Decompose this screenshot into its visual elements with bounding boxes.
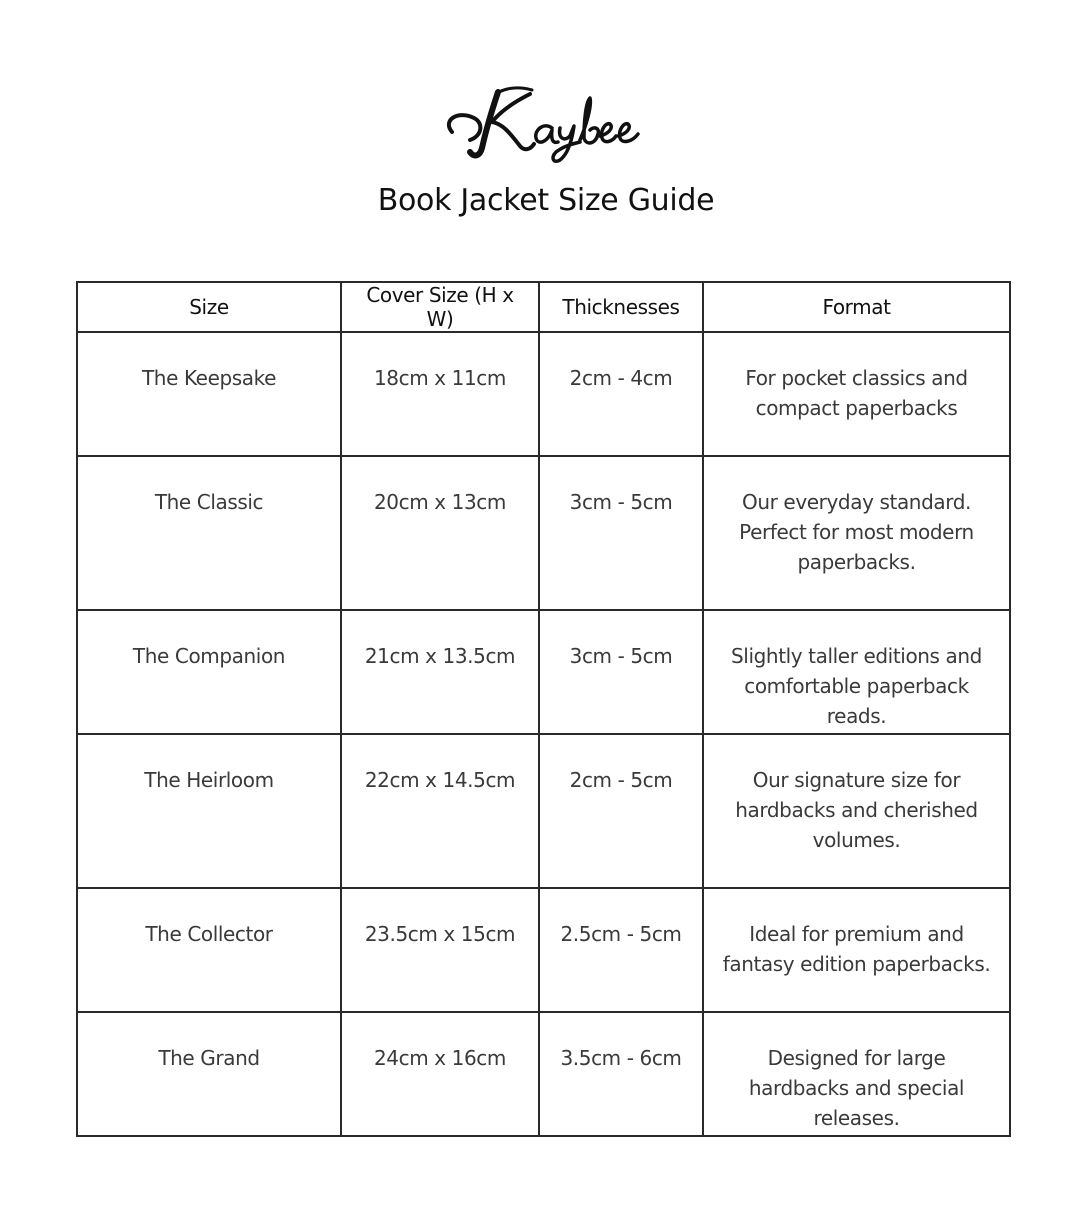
header-cover-size: Cover Size (H x W)	[341, 282, 539, 332]
brand-logo	[440, 80, 660, 166]
table-row	[77, 332, 1010, 456]
header-format: Format	[703, 282, 1010, 332]
kaybee-script-logo	[440, 80, 660, 166]
cell-format: Our signature size for hardbacks and cherished volumes.	[703, 734, 1010, 888]
cell-thickness: 3.5cm - 6cm	[539, 1012, 703, 1136]
cell-size: The Grand	[77, 1012, 341, 1136]
cell-size: The Companion	[77, 610, 341, 734]
cell-size: The Heirloom	[77, 734, 341, 888]
size-guide-table	[76, 281, 1011, 1137]
cell-format: Ideal for premium and fantasy edition paperbacks.	[703, 888, 1010, 1012]
cell-format: Designed for large hardbacks and special releases.	[703, 1012, 1010, 1136]
cell-thickness: 2.5cm - 5cm	[539, 888, 703, 1012]
cell-format: For pocket classics and compact paperbacks	[703, 332, 1010, 456]
cell-cover-size: 20cm x 13cm	[341, 456, 539, 610]
header-size: Size	[77, 282, 341, 332]
cell-size: The Classic	[77, 456, 341, 610]
table-row	[77, 610, 1010, 734]
table-row	[77, 456, 1010, 610]
cell-format: Our everyday standard. Perfect for most modern paperbacks.	[703, 456, 1010, 610]
cell-cover-size: 18cm x 11cm	[341, 332, 539, 456]
cell-cover-size: 24cm x 16cm	[341, 1012, 539, 1136]
cell-thickness: 2cm - 5cm	[539, 734, 703, 888]
cell-thickness: 2cm - 4cm	[539, 332, 703, 456]
cell-cover-size: 21cm x 13.5cm	[341, 610, 539, 734]
cell-cover-size: 23.5cm x 15cm	[341, 888, 539, 1012]
page-title: Book Jacket Size Guide	[377, 183, 715, 218]
header-thicknesses: Thicknesses	[539, 282, 703, 332]
cell-cover-size: 22cm x 14.5cm	[341, 734, 539, 888]
cell-format: Slightly taller editions and comfortable paperback reads.	[703, 610, 1010, 734]
table-header-row	[77, 282, 1010, 332]
cell-size: The Keepsake	[77, 332, 341, 456]
table-row	[77, 888, 1010, 1012]
cell-thickness: 3cm - 5cm	[539, 610, 703, 734]
cell-thickness: 3cm - 5cm	[539, 456, 703, 610]
table-row	[77, 1012, 1010, 1136]
table-row	[77, 734, 1010, 888]
cell-size: The Collector	[77, 888, 341, 1012]
